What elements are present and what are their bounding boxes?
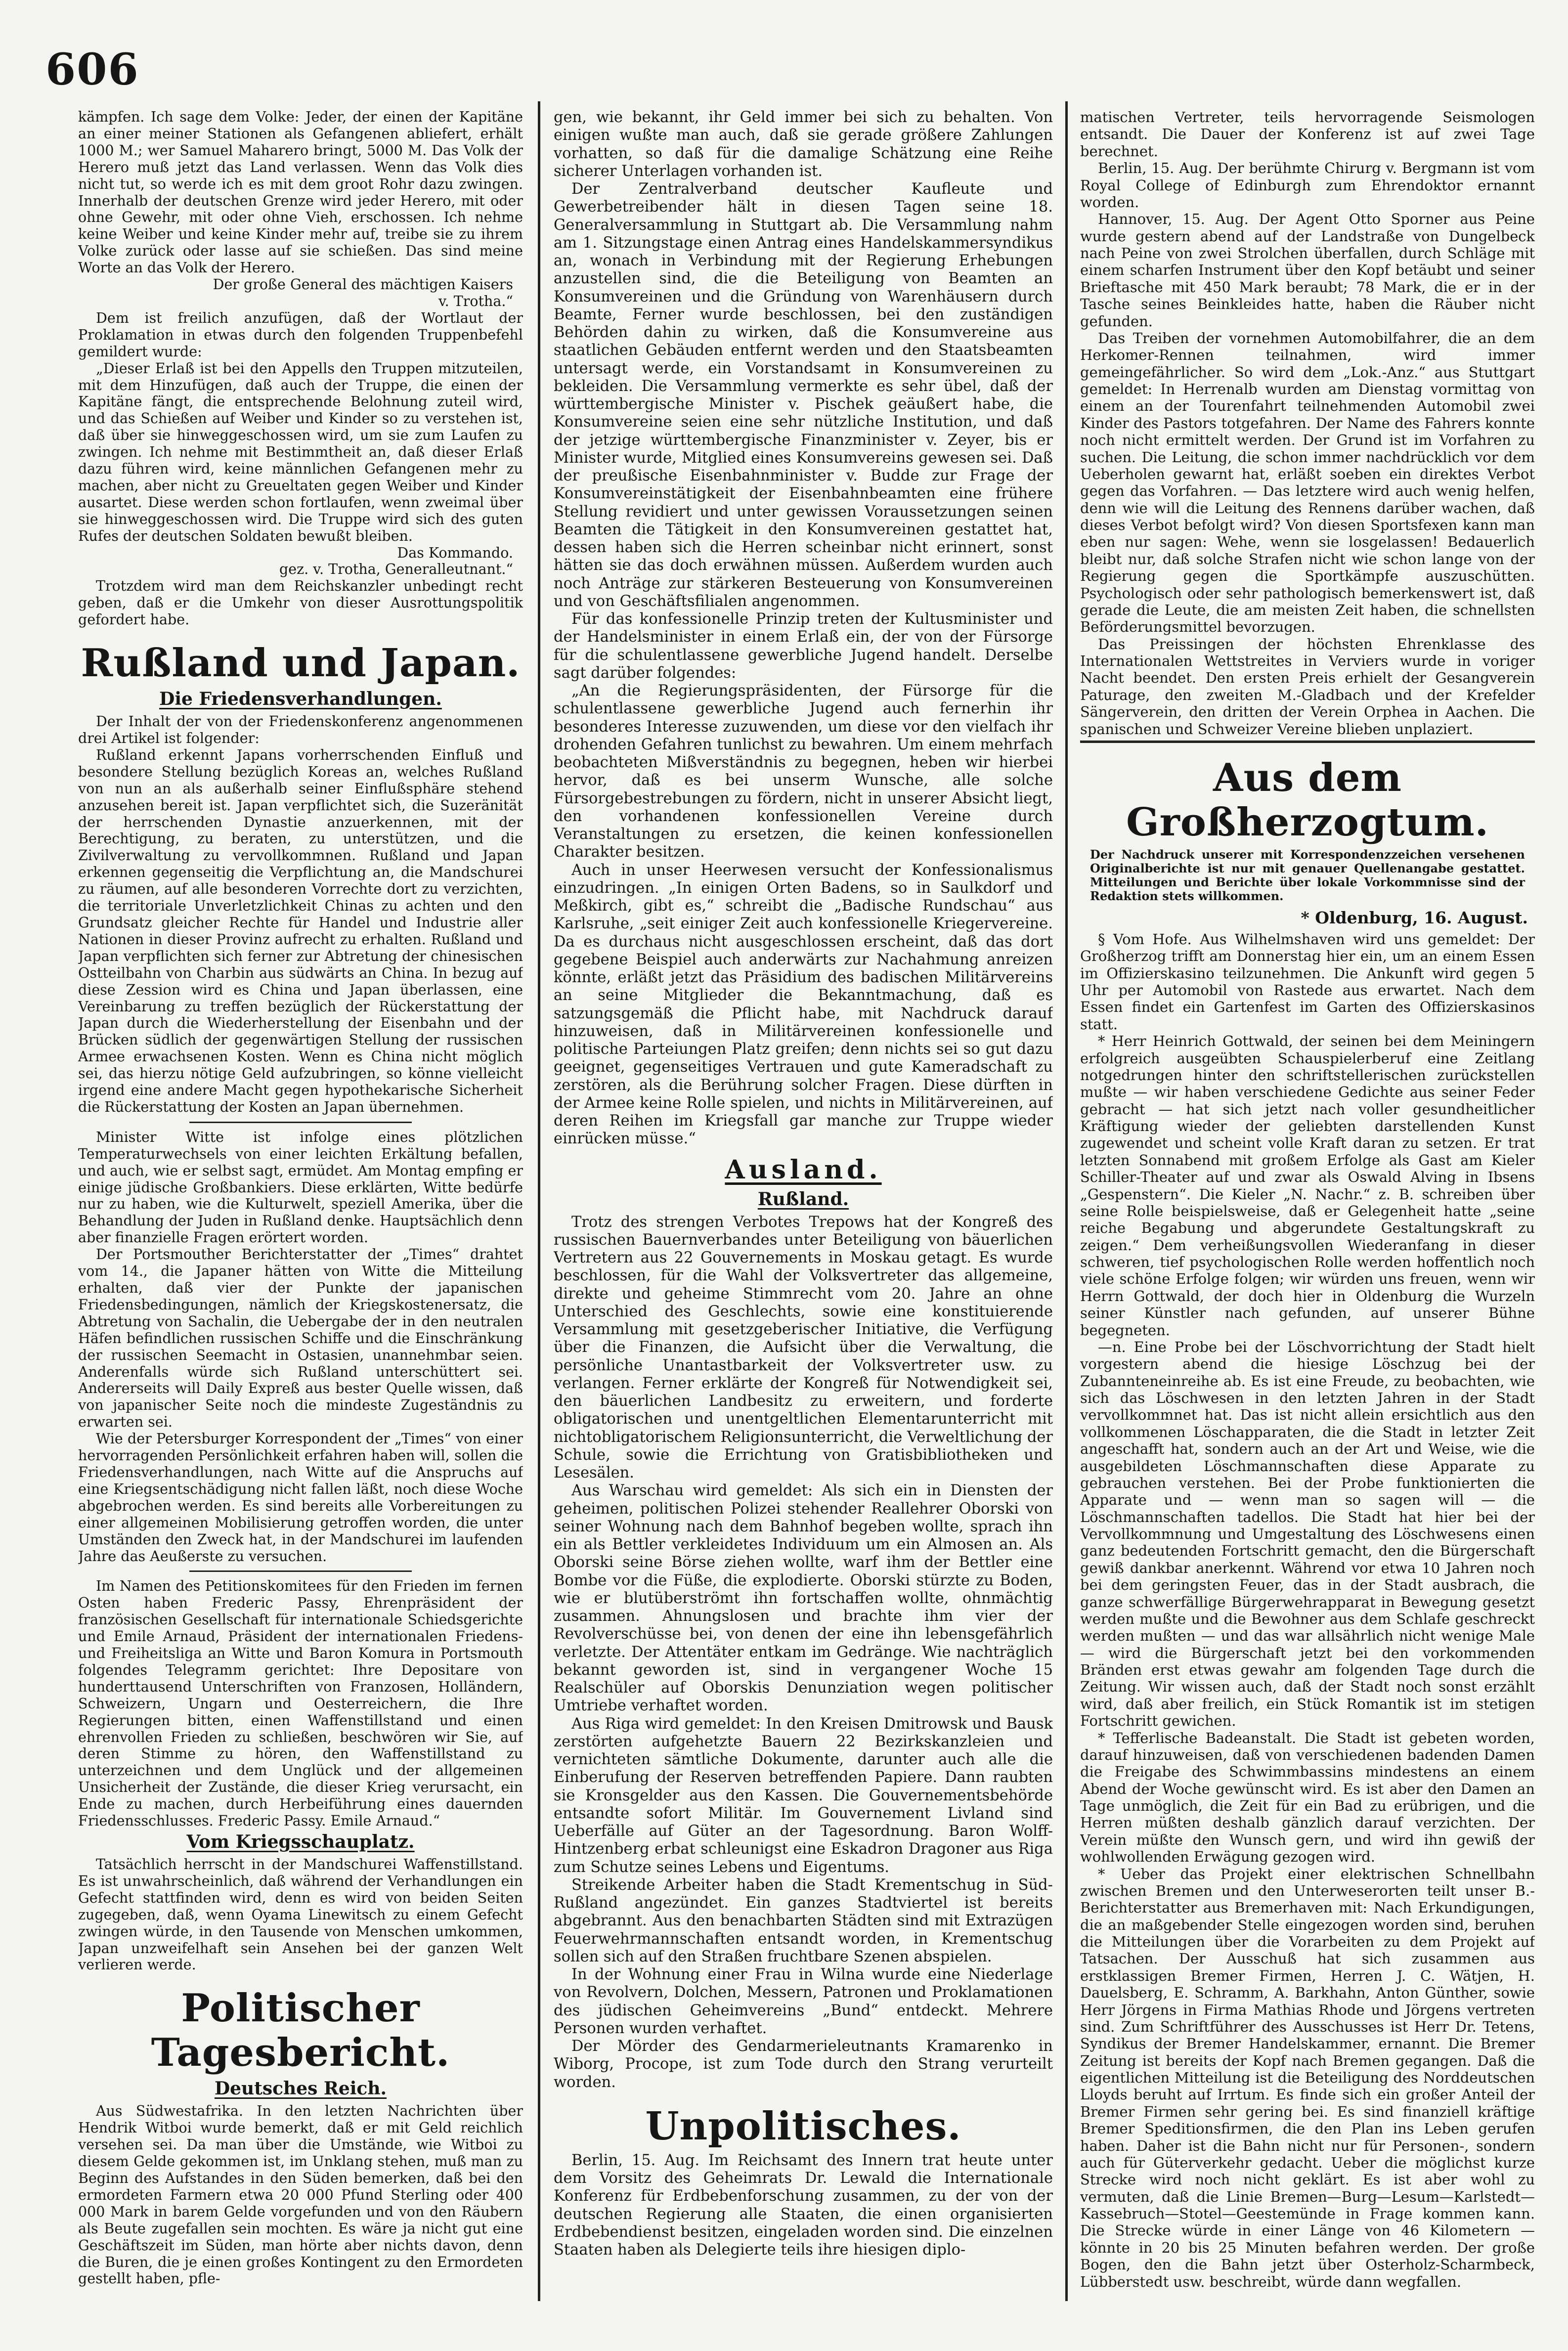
paragraph: Der Zentralverband deutscher Kaufleute und Gewerbetreibender hält in diesen Tagen seine 18. Generalversammlung in Stuttgart ab. Die Versammlung nahm am 1. Sitzungstage einen Antrag eines Handelskammersyndikus an, wonach in Verbindung mit der Regierung Erhebungen anzustellen sind, die die Beteiligung von Beamten an Konsumvereinen und die Gründung von Warenhäusern durch Beamte, Ferner wurde beschlossen, bei den zuständigen Behörden dahin zu wirken, daß die Konsumvereine aus staatlichen Gebäuden entfernt werden und den Staatsbeamten untersagt werde, ein Vorstandsamt in Konsumvereinen zu bekleiden. Die Versammlung vermerkte es sehr übel, daß der württembergische Minister v. Pischek geäußert habe, die Konsumvereine seien eine sehr nützliche Institution, und daß der jetzige württembergische Finanzminister v. Zeyer, bis er Minister wurde, Mitglied eines Konsumvereins gewesen sei. Daß der preußische Eisenbahnminister v. Budde zur Frage der Konsumvereinstätigkeit der Eisenbahnbeamten eine frühere Stellung revidiert und unter gewissen Voraussetzungen seinen Beamten die Tätigkeit in den Konsumvereinen gestattet hat, dessen haben sich die Herren scheinbar nicht erinnert, sonst hätten sie das doch erwähnen müssen. Außerdem wurden auch noch Anträge zur stärkeren Besteuerung von Konsumvereinen und von Geschäftsfilialen angenommen. xyxy=(554,180,1053,610)
paragraph: matischen Vertreter, teils hervorragende Seismologen entsandt. Die Dauer der Konferenz ist auf zwei Tage berechnet. xyxy=(1080,109,1535,160)
paragraph: —n. Eine Probe bei der Löschvorrichtung der Stadt hielt vorgestern abend die hiesige Löschzug bei der Zubannteneinreihe ab. Es ist eine Freude, zu beobachten, wie sich das Löschwesen in den letzten Jahren in der Stadt vervollkommnet hat. Das ist nicht allein ersichtlich aus den vollkommenen Löschapparaten, die die Stadt in letzter Zeit angeschafft hat, sondern auch an der Art und Weise, wie die ausgebildeten Löschmannschaften diese Apparate zu gebrauchen verstehen. Bei der Probe funktionierten die Apparate und — wenn man so sagen will — die Löschmannschaften tadellos. Die Stadt hat hier bei der Vervollkommnung und Umgestaltung des Löschwesens einen ganz bedeutenden Fortschritt gemacht, den die Bürgerschaft gewiß dankbar anerkennt. Während vor etwa 10 Jahren noch bei dem geringsten Feuer, das in der Stadt ausbrach, die ganze schwerfällige Bürgerwehrapparat in Bewegung gesetzt werden mußte und die Bewohner aus dem Schlafe geschreckt werden mußten — und das war allsährlich nicht wenige Male — wird die Bürgerschaft jetzt bei den vorkommenden Bränden erst etwas gewahr am folgenden Tage durch die Zeitung. Wir wissen auch, daß der Stadt noch sonst erzählt wird, daß aber freilich, ein Stück Romantik ist im stetigen Fortschritt gewichen. xyxy=(1080,1338,1535,1730)
paragraph: Der Portsmouther Berichterstatter der „Times“ drahtet vom 14., die Japaner hätten von Witte die Mitteilung erhalten, daß vier der Punkte der japanischen Friedensbedingungen, nämlich der Kriegskostenersatz, die Abtretung von Sachalin, die Uebergabe der in den neutralen Häfen befindlichen russischen Schiffe und die Einschränkung der russischen Seemacht in Ostasien, unannehmbar seien. Anderenfalls würde sich Rußland unterschüttert sei. Andererseits will Daily Expreß aus bester Quelle wissen, daß von japanischer Seite noch die mindeste Zugeständnis zu erwarten sei. xyxy=(78,1246,523,1431)
paragraph: Der Mörder des Gendarmerieleutnants Kramarenko in Wiborg, Procope, ist zum Tode durch den Strang verurteilt worden. xyxy=(554,2038,1053,2091)
paragraph: Trotz des strengen Verbotes Trepows hat der Kongreß des russischen Bauernverbandes unter Beteiligung von bäuerlichen Vertretern aus 22 Gouvernements in Moskau getagt. Es wurde beschlossen, für die Wahl der Volksvertreter das allgemeine, direkte und geheime Stimmrecht vom 20. Jahre an ohne Unterschied des Geschlechts, sowie eine konstituierende Versammlung mit gesetzgeberischer Initiative, die Verfügung über die Finanzen, die Aufsicht über die Verwaltung, die persönliche Unantastbarkeit der Volksvertreter usw. zu verlangen. Ferner erklärte der Kongreß für Notwendigkeit sei, den bäuerlichen Landbesitz zu erweitern, und forderte obligatorischen und unentgeltlichen Elementarunterricht mit nichtobligatorischem Religionsunterricht, die Verweltlichung der Schule, sowie die Errichtung von Gratisbibliotheken und Lesesälen. xyxy=(554,1213,1053,1481)
paragraph: Das Preissingen der höchsten Ehrenklasse des Internationalen Wettstreites in Verviers wurde in voriger Nacht beendet. Den ersten Preis erhielt der Gesangverein Paturage, den zweiten M.-Gladbach und der Krefelder Sängerverein, den dritten der Verein Orphea in Aachen. Die spanischen und Schweizer Vereine blieben unplaziert. xyxy=(1080,635,1535,738)
dateline: * Oldenburg, 16. August. xyxy=(1301,908,1528,927)
paragraph: Hannover, 15. Aug. Der Agent Otto Sporner aus Peine wurde gestern abend auf der Landstraße von Dungelbeck nach Peine von zwei Strolchen überfallen, durch Schläge mit einem scharfen Instrument über den Kopf betäubt und seiner Brieftasche mit 450 Mark beraubt; 78 Mark, die er in der Tasche seines Beinkleides hatte, haben die Räuber nicht gefunden. xyxy=(1080,211,1535,330)
paragraph: Aus Warschau wird gemeldet: Als sich ein in Diensten der geheimen, politischen Polizei stehender Reallehrer Oborski von seiner Wohnung nach dem Bahnhof begeben wollte, sprach ihn ein als Bettler verkleidetes Individuum um ein Almosen an. Als Oborski seine Börse ziehen wollte, warf ihm der Bettler eine Bombe vor die Füße, die explodierte. Oborski stürzte zu Boden, wie er blutüberströmt ihn fortschaffen wollte, ohnmächtig zusammen. Ahnungslosen und brachte ihm vier der Revolverschüsse bei, von denen der eine ihn lebensgefährlich verletzte. Der Attentäter entkam im Gedränge. Wie nachträglich bekannt geworden ist, sind in vergangener Woche 15 Realschüler auf Oborskis Denunziation wegen politischer Umtriebe verhaftet worden. xyxy=(554,1482,1053,1715)
paragraph: Trotzdem wird man dem Reichskanzler unbedingt recht geben, daß er die Umkehr von dieser Ausrottungspolitik gefordert habe. xyxy=(78,578,523,628)
paragraph: Das Treiben der vornehmen Automobilfahrer, die an dem Herkomer-Rennen teilnahmen, wird immer gemeingefährlicher. So wird dem „Lok.-Anz.“ aus Stuttgart gemeldet: In Herrenalb wurden am Dienstag vormittag von einem an der Tourenfahrt teilnehmenden Automobil zwei Kinder des Pastors totgefahren. Der Name des Fahrers konnte noch nicht ermittelt werden. Der Grund ist im Vorfahren zu suchen. Die Leitung, die schon immer nachdrücklich vor dem Ueberholen gewarnt hat, erläßt soeben ein direktes Verbot gegen das Vorfahren. — Das letztere wird auch wenig helfen, denn wie will die Leitung des Rennens darüber wachen, daß dieses Verbot befolgt wird? Von diesen Sportsfexen kann man eben nur sagen: Wehe, wenn sie losgelassen! Bedauerlich bleibt nur, daß solche Strafen nicht wie schon lange von der Regierung gegen die Sportkämpfe auszuschütten. Psychologisch oder sehr pathologisch bemerkenswert ist, daß gerade die Leute, die am meisten Zeit haben, die schnellsten Beförderungsmittel bevorzugen. xyxy=(1080,329,1535,636)
section-heading-grossherzogtum: Aus dem Großherzogtum. xyxy=(1126,755,1489,845)
column-2 xyxy=(554,109,1053,2304)
paragraph: Rußland erkennt Japans vorherrschenden Einfluß und besondere Stellung bezüglich Koreas an, welches Rußland von nun an als außerhalb seiner Einflußsphäre stehend anzusehen bereit ist. Japan verpflichtet sich, die Suzeränität der herrschenden Dynastie anzuerkennen, mit der Berechtigung, zu beraten, zu unterstützen, und die Zivilverwaltung zu vervollkommnen. Rußland und Japan erkennen gegenseitig die Verpflichtung an, die Mandschurei zu räumen, auf alle besonderen Vorrechte dort zu verzichten, die territoriale Unverletzlichkeit Chinas zu achten und den Grundsatz gleicher Rechte für Handel und Industrie aller Nationen in dieser Provinz aufrecht zu erhalten. Rußland und Japan verpflichten sich ferner zur Abtretung der chinesischen Ostteilbahn von Charbin aus südwärts an China. In bezug auf diese Zession wird es China und Japan überlassen, eine Vereinbarung zu treffen bezüglich der Rückerstattung der Japan durch die Wiederherstellung der Eisenbahn und der Brücken südlich der gegenwärtigen Stellung der russischen Armee erwachsenen Kosten. Wenn es China nicht möglich sei, das hierzu nötige Geld aufzubringen, so könne vielleicht irgend eine andere Macht gegen hypothekarische Sicherheit die Rückerstattung der Kosten an Japan übernehmen. xyxy=(78,746,523,1115)
paragraph: kämpfen. Ich sage dem Volke: Jeder, der einen der Kapitäne an einer meiner Stationen als Gefangenen abliefert, erhält 1000 M.; wer Samuel Maharero bringt, 5000 M. Das Volk der Herero muß jetzt das Land verlassen. Wenn das Volk dies nicht tut, so werde ich es mit dem groot Rohr dazu zwingen. Innerhalb der deutschen Grenze wird jeder Herero, mit oder ohne Gewehr, mit oder ohne Vieh, erschossen. Ich nehme keine Weiber und keine Kinder mehr auf, treibe sie zu ihrem Volke zurück oder lasse auf sie schießen. Das sind meine Worte an das Volk der Herero. xyxy=(78,109,523,276)
page-number: 606 xyxy=(45,44,139,95)
quoted-order: „Dieser Erlaß ist bei den Appells den Truppen mitzuteilen, mit dem Hinzufügen, daß auch der Truppe, die einen der Kapitäne fängt, die entsprechende Belohnung zuteil wird, und das Schießen auf Weiber und Kinder so zu verstehen ist, daß über sie hinweggeschossen wird, um sie zum Laufen zu zwingen. Ich nehme mit Bestimmtheit an, daß dieser Erlaß dazu führen wird, keine männlichen Gefangenen mehr zu machen, aber nicht zu Greueltaten gegen Weiber und Kinder ausartet. Diese werden schon fortlaufen, wenn zweimal über sie hinweggeschossen wird. Die Truppe wird sich des guten Rufes der deutschen Soldaten bewußt bleiben. xyxy=(78,360,523,544)
paragraph: Der Inhalt der von der Friedenskonferenz angenommenen drei Artikel ist folgender: xyxy=(78,713,523,746)
separator-rule xyxy=(1080,740,1535,743)
paragraph: In der Wohnung einer Frau in Wilna wurde eine Niederlage von Revolvern, Dolchen, Messern, Patronen und Proklamationen des jüdischen Geheimvereins „Bund“ entdeckt. Mehrere Personen wurden verhaftet. xyxy=(554,1966,1053,2037)
subheading-deutsches-reich: Deutsches Reich. xyxy=(214,2078,387,2099)
signature-name: v. Trotha.“ xyxy=(438,293,513,309)
column-1 xyxy=(78,109,523,2304)
signature-line: Das Kommando. xyxy=(397,544,513,561)
paragraph: Aus Südwestafrika. In den letzten Nachrichten über Hendrik Witboi wurde bemerkt, daß er mit Geld reichlich versehen sei. Da man über die Umstände, wie Witboi zu diesem Gelde gekommen ist, im Unklang stehen, muß man zu Beginn des Aufstandes in den Süden bemerken, daß bei den ermordeten Farmern etwa 20 000 Pfund Sterling oder 400 000 Mark in barem Gelde vorgefunden und von den Räubern als Beute zugefallen sein mochten. Es wäre ja nicht gut eine Geschäftszeit im Süden, man hörte aber nichts davon, denn die Buren, die je einen großes Kontingent zu den Ermordeten gestellt haben, pfle- xyxy=(78,2103,523,2287)
paragraph: * Tefferlische Badeanstalt. Die Stadt ist gebeten worden, darauf hinzuweisen, daß von verschiedenen badenden Damen die Freigabe des Schwimmbassins mindestens an einem Abend der Woche gewünscht wird. Es ist aber den Damen an Tage unmöglich, die Zeit für ein Bad zu erübrigen, und die Herren müßten deshalb gänzlich darauf verzichten. Der Verein müßte den Wunsch gern, und wird ihn gewiß der wohlwollenden Erwägung gezogen wird. xyxy=(1080,1729,1535,1866)
paragraph: Tatsächlich herrscht in der Mandschurei Waffenstillstand. Es ist unwahrscheinlich, daß während der Verhandlungen ein Gefecht stattfinden wird, denn es wird von beiden Seiten zugegeben, daß, wenn Oyama Linewitsch zu einem Gefecht zwingen würde, in den Tausende von Menschen umkommen, Japan unzweifelhaft sein Ansehen bei der ganzen Welt verlieren werde. xyxy=(78,1856,523,1973)
paragraph: Aus Riga wird gemeldet: In den Kreisen Dmitrowsk und Bausk zerstörten aufgehetzte Bauern 22 Bezirkskanzleien und vernichteten sämtliche Dokumente, darunter auch alle die Einberufung der Reserven betreffenden Papiere. Dann raubten sie Kronsgelder aus den Kassen. Die Gouvernementsbehörde entsandte sofort Militär. Im Gouvernement Livland sind Ueberfälle auf Güter an der Tagesordnung. Baron Wolff-Hintzenberg erbat schleunigst eine Eskadron Dragoner aus Riga zum Schutze seines Lebens und Eigentums. xyxy=(554,1715,1053,1876)
paragraph: * Ueber das Projekt einer elektrischen Schnellbahn zwischen Bremen und den Unterweserorten teilt unser B.-Berichterstatter aus Bremerhaven mit: Nach Erkundigungen, die an maßgebender Stelle eingezogen worden sind, beruhen die Mitteilungen über die Vorarbeiten zu dem Projekt auf Tatsachen. Der Ausschuß hat sich zusammen aus erstklassigen Bremer Firmen, Herren J. C. Wätjen, H. Dauelsberg, E. Schramm, A. Barkhahn, Anton Günther, sowie Herr Jörgens in Firma Mathias Rhode und Jörgens vertreten sind. Zum Schriftführer des Ausschusses ist Herr Dr. Tetens, Syndikus der Bremer Handelskammer, ernannt. Die Bremer Zeitung ist bereits der Kopf nach Bremen gegangen. Daß die eigentlichen Mitteilung ist die Beteiligung des Norddeutschen Lloyds beruht auf Irrtum. Es finde sich ein großer Anteil der Bremer Firmen sehr gering bei. Es sind finanziell kräftige Bremer Speditionsfirmen, die den Plan ins Leben gerufen haben. Daher ist die Bahn nicht nur für Personen-, sondern auch für Güterverkehr gedacht. Ueber die möglichst kurze Strecke wird noch nicht geklärt. Es ist aber wohl zu vermuten, daß die Linie Bremen—Burg—Lesum—Karlstedt—Kassebruch—Stotel—Geestemünde in Frage kommen kann. Die Strecke würde in einer Länge von 46 Kilometern — könnte in 20 bis 25 Minuten befahren werden. Der große Bogen, den die Bahn jetzt über Osterholz-Scharmbeck, Lübberstedt usw. beschreibt, würde dann wegfallen. xyxy=(1080,1865,1535,2290)
paragraph: Für das konfessionelle Prinzip treten der Kultusminister und der Handelsminister in einem Erlaß ein, der von der Fürsorge für die schulentlassene gewerbliche Jugend handelt. Derselbe sagt darüber folgendes: xyxy=(554,610,1053,682)
section-heading-russland-japan: Rußland und Japan. xyxy=(81,641,521,686)
column-rule xyxy=(538,101,540,2301)
paragraph: Im Namen des Petitionskomitees für den Frieden im fernen Osten haben Frederic Passy, Ehrenpräsident der französischen Gesellschaft für internationale Schiedsgerichte und Emile Arnaud, Präsident der internationalen Friedens- und Freiheitsliga an Witte und Baron Komura in Portsmouth folgendes Telegramm gerichtet: Ihre Depositare von hunderttausend Unterschriften von Franzosen, Holländern, Schweizern, Ungarn und Oesterreichern, die Ihre Regierungen bitten, einen Waffenstillstand und einen ehrenvollen Frieden zu schließen, beschwören wir Sie, auf deren Stimme zu hören, den Waffenstillstand zu unterzeichnen und dem Unglück und der allgemeinen Unsicherheit der Zustände, die dieser Krieg verursacht, ein Ende zu machen, durch Herbeiführung eines dauernden Friedensschlusses. Frederic Passy. Emile Arnaud.“ xyxy=(78,1578,523,1829)
column-rule xyxy=(1065,101,1068,2301)
section-heading-unpolitisches: Unpolitisches. xyxy=(645,2103,961,2149)
paragraph: Berlin, 15. Aug. Der berühmte Chirurg v. Bergmann ist vom Royal College of Edinburgh zum Ehrendoktor ernannt worden. xyxy=(1080,160,1535,211)
paragraph: Berlin, 15. Aug. Im Reichsamt des Innern trat heute unter dem Vorsitz des Geheimrats Dr. Lewald die Internationale Konferenz für Erdbebenforschung zusammen, zu der von der deutschen Regierung alle Staaten, die einen organisierten Erdbebendienst besitzen, eingeladen worden sind. Die einzelnen Staaten haben als Delegierte teils ihre hiesigen diplo- xyxy=(554,2151,1053,2259)
paragraph: Streikende Arbeiter haben die Stadt Krementschug in Süd-Rußland angezündet. Ein ganzes Stadtviertel ist bereits abgebrannt. Aus den benachbarten Städten sind mit Extrazügen Feuerwehrmannschaften entsandt worden, in Krementschug sollen sich auf den Straßen fruchtbare Szenen abspielen. xyxy=(554,1876,1053,1965)
separator-rule xyxy=(189,1570,412,1572)
separator-rule xyxy=(189,1122,412,1123)
column-3 xyxy=(1080,109,1535,2304)
paragraph: Dem ist freilich anzufügen, daß der Wortlaut der Proklamation in etwas durch den folgenden Truppenbefehl gemildert wurde: xyxy=(78,309,523,360)
paragraph: * Herr Heinrich Gottwald, der seinen bei dem Meiningern erfolgreich ausgeübten Schauspielerberuf eine Zeitlang notgedrungen hinter den schriftstellerischen zurückstellen mußte — wir haben verschiedene Gedichte aus seiner Feder gebracht — hat sich jetzt nach voller gesundheitlicher Kräftigung wieder der geliebten darstellenden Kunst zugewendet und scheint volle Kraft daran zu setzen. Er trat letzten Sonnabend mit großem Erfolge als Gast am Kieler Schiller-Theater auf und zwar als Oswald Alving in Ibsens „Gespenstern“. Die Kieler „N. Nachr.“ z. B. schreiben über seine Rolle beispielsweise, daß er Gelegenheit hatte „seine reiche Begabung und abgerundete Gestaltungskraft zu zeigen.“ Dem verheißungsvollen Wiederanfang in dieser schweren, tief psychologischen Rolle werden hoffentlich noch viele schöne Erfolge folgen; wir würden uns freuen, wenn wir Herrn Gottwald, der doch hier in Oldenburg die Wurzeln seiner Künstler nach gefunden, auf unserer Bühne begegneten. xyxy=(1080,1033,1535,1339)
paragraph: gen, wie bekannt, ihr Geld immer bei sich zu behalten. Von einigen wußte man auch, daß sie gerade größere Zahlungen vorhatten, so daß für die damalige Schätzung eine Reihe sicherer Unterlagen vorhanden ist. xyxy=(554,109,1053,180)
paragraph: „An die Regierungspräsidenten, der Fürsorge für die schulentlassene gewerbliche Jugend auch fernerhin ihr besonderes Interesse zuzuwenden, um diese vor den vielfach ihr drohenden Gefahren tunlichst zu bewahren. Um einem mehrfach beobachteten Mißverständnis zu begegnen, heben wir hierbei hervor, daß es bei unserm Wunsche, alle solche Fürsorgebestrebungen zu fördern, nicht in unserer Absicht liegt, den vorhandenen konfessionellen Vereine durch Veranstaltungen zu ersetzen, die keinen konfessionellen Charakter besitzen. xyxy=(554,682,1053,861)
subheading-kriegsschauplatz: Vom Kriegsschauplatz. xyxy=(186,1831,415,1852)
paragraph: Auch in unser Heerwesen versucht der Konfessionalismus einzudringen. „In einigen Orten Badens, so in Saulkdorf und Meßkirch, gibt es,“ schreibt die „Badische Rundschau“ aus Karlsruhe, „seit einiger Zeit auch konfessionelle Kriegervereine. Da es durchaus nicht ausgeschlossen erscheint, daß das dort gegebene Beispiel auch anderwärts zur Nachahmung anreizen könnte, erläßt jetzt das Präsidium des badischen Militärvereins an seine Mitglieder die Bekanntmachung, daß es satzungsgemäß die Pflicht habe, mit Nachdruck darauf hinzuweisen, daß in Militärvereinen konfessionelle und politische Parteiungen Platz greifen; denn nichts sei so gut dazu geeignet, gegenseitiges Vertrauen und gute Kameradschaft zu zerstören, als die Berührung solcher Fragen. Diese dürften in der Armee keine Rolle spielen, und nichts in Militärvereinen, auf deren Reihen im Kriegsfall gar manche zur Truppe wieder einrücken müsse.“ xyxy=(554,861,1053,1148)
section-heading-tagesbericht: Politischer Tagesbericht. xyxy=(151,1986,450,2076)
paragraph: § Vom Hofe. Aus Wilhelmshaven wird uns gemeldet: Der Großherzog trifft am Donnerstag hier ein, um an einem Essen im Offizierskasino teilzunehmen. Die Ankunft wird gegen 5 Uhr per Automobil von Rastede aus erwartet. Nach dem Essen findet ein Gartenfest im Garten des Offizierskasinos statt. xyxy=(1080,930,1535,1033)
signature-name: gez. v. Trotha, Generalleutnant.“ xyxy=(279,561,513,578)
section-heading-ausland: Ausland. xyxy=(725,1154,882,1185)
paragraph: Minister Witte ist infolge eines plötzlichen Temperaturwechsels von einer leichten Erkältung befallen, und auch, wie er selbst sagt, ermüdet. Am Montag empfing er einige jüdische Großbankiers. Diese erklärten, Witte bedürfe nur zu haben, wie die Kulturwelt, speziell Amerika, über die Behandlung der Juden in Rußland denke. Hauptsächlich denn aber finanzielle Fragen erörtert worden. xyxy=(78,1129,523,1246)
reprint-notice: Der Nachdruck unserer mit Korrespondenzzeichen versehenen Originalberichte ist nur mit genauer Quellenangabe gestattet. Mitteilungen und Berichte über lokale Vorkommnisse sind der Redaktion stets willkommen. xyxy=(1090,847,1525,903)
signature-line: Der große General des mächtigen Kaisers xyxy=(213,276,513,293)
subheading-friedensverhandlungen: Die Friedensverhandlungen. xyxy=(159,689,442,710)
paragraph: Wie der Petersburger Korrespondent der „Times“ von einer hervorragenden Persönlichkeit erfahren haben will, sollen die Friedensverhandlungen, nach Witte auf die Anspruchs auf eine Kriegsentschädigung nicht fallen läßt, noch diese Woche abgebrochen werden. Es sind bereits alle Vorbereitungen zu einer allgemeinen Mobilisierung getroffen worden, die unter Umständen den Zweck hat, in der Mandschurei im laufenden Jahre das Aeußerste zu versuchen. xyxy=(78,1431,523,1565)
subheading-russland: Rußland. xyxy=(757,1188,849,1210)
